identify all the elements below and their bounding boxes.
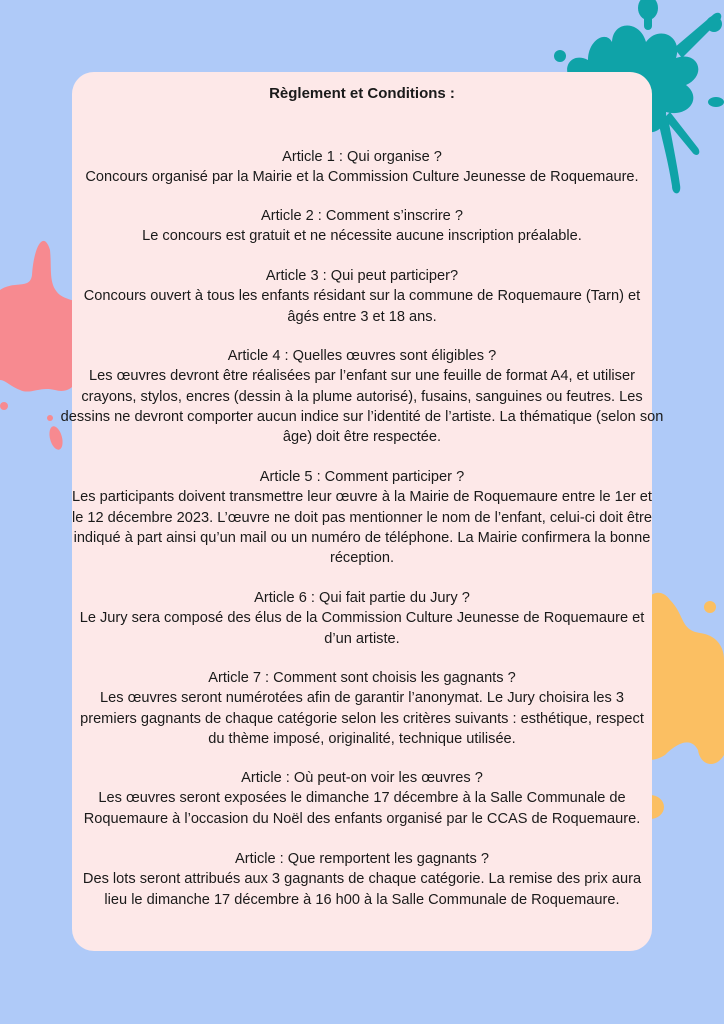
article-body: Les œuvres seront numérotées afin de garantir l’anonymat. Le Jury choisira les 3 premiers gagnants de chaque catégorie selon les critères suivants : esthétique, respect du thème imposé, originalité, technique utilisée. (80, 690, 644, 747)
article-7 (60, 668, 664, 749)
article-body: Le Jury sera composé des élus de la Commission Culture Jeunesse de Roquemaure et d’un artiste. (79, 610, 645, 647)
article-heading: Article : Où peut-on voir les œuvres ? (241, 770, 483, 786)
article-body: Les œuvres devront être réalisées par l’enfant sur une feuille de format A4, et utiliser crayons, stylos, encres (dessin à la plume autorisé), fusains, sanguines ou feutres. Les dessins ne devront comporter aucun indice sur l’identité de l’artiste. La thématique (selon son âge) doit être respectée. (60, 368, 664, 446)
article-heading: Article 5 : Comment participer ? (259, 469, 465, 485)
article-body: Concours organisé par la Mairie et la Commission Culture Jeunesse de Roquemaure. (85, 169, 639, 186)
article-heading: Article 1 : Qui organise ? (282, 149, 442, 165)
article-6 (60, 588, 664, 649)
article-heading: Article 4 : Quelles œuvres sont éligibles ? (227, 348, 497, 364)
article-3 (60, 266, 664, 327)
article-body: Les œuvres seront exposées le dimanche 17 décembre à la Salle Communale de Roquemaure à l’occasion du Noël des enfants organisé par le CCAS de Roquemaure. (83, 790, 641, 827)
article-body: Des lots seront attribués aux 3 gagnants de chaque catégorie. La remise des prix aura lieu le dimanche 17 décembre à 16 h00 à la Salle Communale de Roquemaure. (82, 871, 642, 908)
article-1 (60, 147, 664, 188)
article-heading: Article 7 : Comment sont choisis les gagnants ? (208, 670, 516, 686)
article-body: Concours ouvert à tous les enfants résidant sur la commune de Roquemaure (Tarn) et âgés entre 3 et 18 ans. (83, 288, 641, 325)
article-2 (60, 206, 664, 247)
page-title: Règlement et Conditions : (269, 85, 455, 102)
article-heading: Article : Que remportent les gagnants ? (235, 851, 489, 867)
article-heading: Article 3 : Qui peut participer? (265, 268, 459, 284)
article-heading: Article 6 : Qui fait partie du Jury ? (254, 590, 470, 606)
article-heading: Article 2 : Comment s’inscrire ? (261, 208, 463, 224)
article-8 (60, 768, 664, 829)
article-body: Le concours est gratuit et ne nécessite aucune inscription préalable. (142, 228, 582, 245)
article-body: Les participants doivent transmettre leur œuvre à la Mairie de Roquemaure entre le 1er et le 12 décembre 2023. L’œuvre ne doit pas mentionner le nom de l’enfant, celui-ci doit être indiqué à part ainsi qu’un mail ou un numéro de téléphone. La Mairie confirmera la bonne réception. (71, 489, 653, 567)
article-5 (60, 467, 664, 568)
article-4 (60, 346, 664, 447)
article-9 (60, 849, 664, 910)
